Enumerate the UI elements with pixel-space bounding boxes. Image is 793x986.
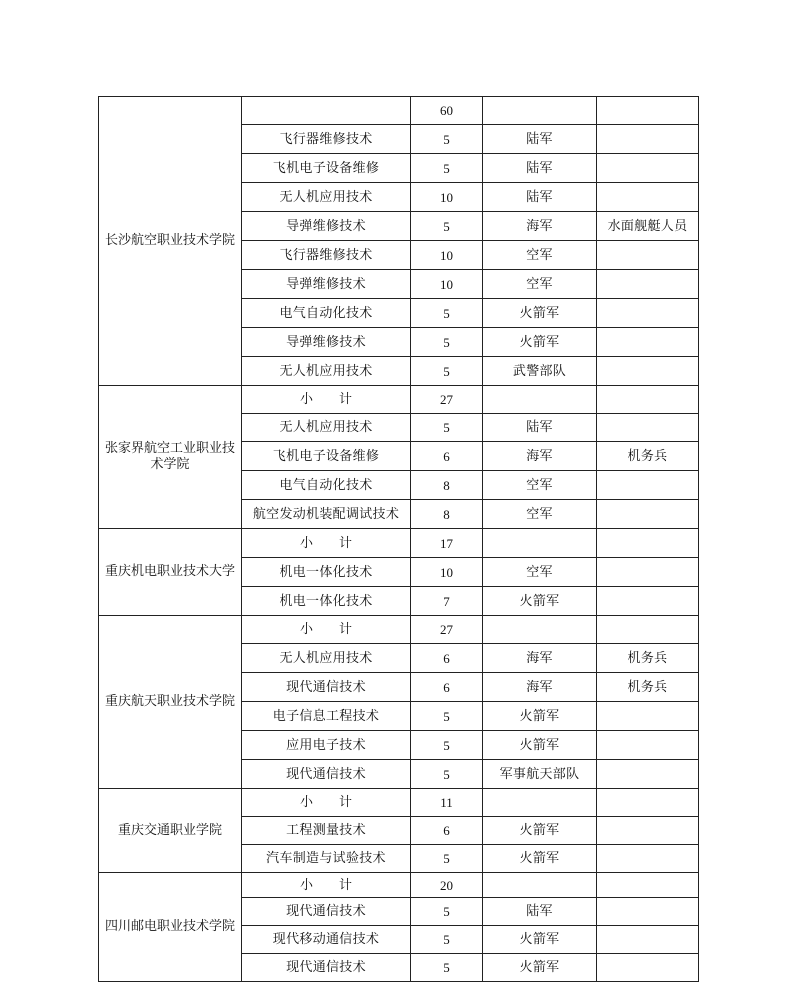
subtotal-label: 小 计	[242, 616, 411, 644]
note-cell	[597, 386, 699, 414]
military-branch: 军事航天部队	[483, 760, 597, 789]
remark	[597, 817, 699, 845]
subtotal-row	[99, 616, 699, 644]
major-name: 现代通信技术	[242, 760, 411, 789]
school-name: 重庆机电职业技术大学	[99, 529, 242, 616]
school-name: 张家界航空工业职业技术学院	[99, 386, 242, 529]
subtotal-label: 小 计	[242, 386, 411, 414]
remark	[597, 587, 699, 616]
subtotal-count: 27	[411, 386, 483, 414]
quota-count: 8	[411, 471, 483, 500]
quota-count: 5	[411, 154, 483, 183]
school-name: 重庆交通职业学院	[99, 789, 242, 873]
remark	[597, 760, 699, 789]
quota-count: 5	[411, 414, 483, 442]
subtotal-label: 小 计	[242, 789, 411, 817]
major-name: 导弹维修技术	[242, 212, 411, 241]
remark	[597, 926, 699, 954]
subtotal-count: 17	[411, 529, 483, 558]
remark	[597, 241, 699, 270]
remark: 机务兵	[597, 673, 699, 702]
remark	[597, 558, 699, 587]
major-name: 无人机应用技术	[242, 357, 411, 386]
school-name: 四川邮电职业技术学院	[99, 873, 242, 982]
remark	[597, 328, 699, 357]
quota-count: 6	[411, 817, 483, 845]
remark	[597, 125, 699, 154]
note-cell	[597, 873, 699, 898]
quota-count: 6	[411, 442, 483, 471]
military-branch: 火箭军	[483, 731, 597, 760]
remark	[597, 270, 699, 299]
subtotal-row	[99, 789, 699, 817]
quota-count: 10	[411, 183, 483, 212]
major-name: 汽车制造与试验技术	[242, 845, 411, 873]
major-name: 航空发动机装配调试技术	[242, 500, 411, 529]
subtotal-label: 小 计	[242, 529, 411, 558]
military-branch: 海军	[483, 212, 597, 241]
remark	[597, 702, 699, 731]
military-branch: 海军	[483, 673, 597, 702]
remark	[597, 898, 699, 926]
quota-count: 5	[411, 954, 483, 982]
military-branch: 火箭军	[483, 328, 597, 357]
quota-count: 5	[411, 760, 483, 789]
remark	[597, 183, 699, 212]
major-name: 机电一体化技术	[242, 558, 411, 587]
major-name: 飞行器维修技术	[242, 125, 411, 154]
quota-count: 5	[411, 212, 483, 241]
subtotal-row	[99, 873, 699, 898]
military-branch: 陆军	[483, 898, 597, 926]
branch-cell	[483, 789, 597, 817]
major-name: 现代通信技术	[242, 673, 411, 702]
major-name: 飞行器维修技术	[242, 241, 411, 270]
quota-count: 5	[411, 357, 483, 386]
military-branch: 武警部队	[483, 357, 597, 386]
military-branch: 火箭军	[483, 587, 597, 616]
military-branch: 火箭军	[483, 702, 597, 731]
major-name: 电气自动化技术	[242, 299, 411, 328]
major-name: 无人机应用技术	[242, 414, 411, 442]
military-branch: 陆军	[483, 414, 597, 442]
major-name: 无人机应用技术	[242, 644, 411, 673]
branch-cell	[483, 616, 597, 644]
subtotal-count: 60	[411, 97, 483, 125]
quota-count: 10	[411, 241, 483, 270]
remark	[597, 471, 699, 500]
branch-cell	[483, 97, 597, 125]
subtotal-label: 小 计	[242, 873, 411, 898]
military-branch: 火箭军	[483, 845, 597, 873]
military-branch: 空军	[483, 241, 597, 270]
major-name: 机电一体化技术	[242, 587, 411, 616]
branch-cell	[483, 529, 597, 558]
major-name: 导弹维修技术	[242, 270, 411, 299]
quota-count: 5	[411, 898, 483, 926]
subtotal-count: 11	[411, 789, 483, 817]
major-name: 现代移动通信技术	[242, 926, 411, 954]
branch-cell	[483, 386, 597, 414]
remark	[597, 500, 699, 529]
major-name: 电子信息工程技术	[242, 702, 411, 731]
military-branch: 空军	[483, 471, 597, 500]
major-name: 无人机应用技术	[242, 183, 411, 212]
quota-count: 5	[411, 926, 483, 954]
major-name: 工程测量技术	[242, 817, 411, 845]
subtotal-count: 27	[411, 616, 483, 644]
remark	[597, 414, 699, 442]
quota-count: 6	[411, 644, 483, 673]
military-branch: 空军	[483, 500, 597, 529]
remark	[597, 357, 699, 386]
remark	[597, 299, 699, 328]
military-branch: 火箭军	[483, 817, 597, 845]
military-branch: 海军	[483, 644, 597, 673]
military-branch: 陆军	[483, 183, 597, 212]
military-branch: 海军	[483, 442, 597, 471]
note-cell	[597, 616, 699, 644]
major-name: 飞机电子设备维修	[242, 154, 411, 183]
military-branch: 陆军	[483, 125, 597, 154]
quota-count: 8	[411, 500, 483, 529]
remark	[597, 845, 699, 873]
enrollment-quota-table	[98, 96, 699, 982]
remark	[597, 954, 699, 982]
military-branch: 火箭军	[483, 954, 597, 982]
quota-count: 6	[411, 673, 483, 702]
remark: 水面舰艇人员	[597, 212, 699, 241]
subtotal-row	[99, 97, 699, 125]
subtotal-label	[242, 97, 411, 125]
quota-count: 5	[411, 125, 483, 154]
subtotal-row	[99, 529, 699, 558]
major-name: 电气自动化技术	[242, 471, 411, 500]
note-cell	[597, 789, 699, 817]
quota-count: 10	[411, 558, 483, 587]
subtotal-count: 20	[411, 873, 483, 898]
quota-count: 7	[411, 587, 483, 616]
military-branch: 火箭军	[483, 299, 597, 328]
major-name: 现代通信技术	[242, 954, 411, 982]
quota-count: 5	[411, 328, 483, 357]
remark	[597, 154, 699, 183]
major-name: 应用电子技术	[242, 731, 411, 760]
remark: 机务兵	[597, 442, 699, 471]
remark: 机务兵	[597, 644, 699, 673]
remark	[597, 731, 699, 760]
quota-count: 10	[411, 270, 483, 299]
military-branch: 空军	[483, 558, 597, 587]
major-name: 导弹维修技术	[242, 328, 411, 357]
note-cell	[597, 97, 699, 125]
branch-cell	[483, 873, 597, 898]
quota-count: 5	[411, 299, 483, 328]
military-branch: 陆军	[483, 154, 597, 183]
military-branch: 空军	[483, 270, 597, 299]
major-name: 现代通信技术	[242, 898, 411, 926]
subtotal-row	[99, 386, 699, 414]
quota-count: 5	[411, 845, 483, 873]
school-name: 重庆航天职业技术学院	[99, 616, 242, 789]
quota-count: 5	[411, 702, 483, 731]
military-branch: 火箭军	[483, 926, 597, 954]
quota-count: 5	[411, 731, 483, 760]
major-name: 飞机电子设备维修	[242, 442, 411, 471]
note-cell	[597, 529, 699, 558]
school-name: 长沙航空职业技术学院	[99, 97, 242, 386]
